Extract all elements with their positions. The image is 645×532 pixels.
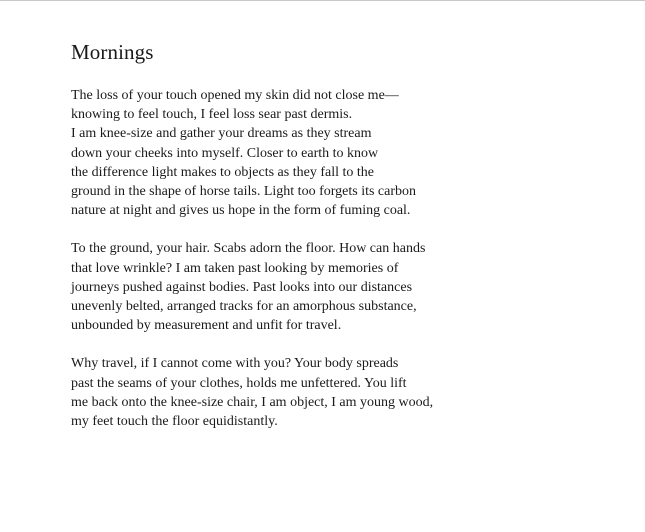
poem-line: The loss of your touch opened my skin did not close me— bbox=[71, 88, 399, 103]
poem-line: To the ground, your hair. Scabs adorn the floor. How can hands bbox=[71, 241, 426, 257]
poem-line: down your cheeks into myself. Closer to earth to know bbox=[71, 145, 379, 161]
stanza-3 bbox=[71, 354, 631, 431]
poem-line: the difference light makes to objects as they fall to the bbox=[71, 164, 374, 180]
poem-line: unevenly belted, arranged tracks for an amorphous substance, bbox=[71, 299, 417, 315]
stanza-1 bbox=[71, 86, 631, 220]
poem-line: nature at night and gives us hope in the form of fuming coal. bbox=[71, 203, 411, 219]
poem-line: journeys pushed against bodies. Past looks into our distances bbox=[71, 279, 413, 295]
stanza-2 bbox=[71, 239, 631, 335]
poem-line: ground in the shape of horse tails. Light too forgets its carbon bbox=[71, 184, 417, 200]
poem-line: me back onto the knee-size chair, I am object, I am young wood, bbox=[71, 394, 434, 410]
poem-line: Why travel, if I cannot come with you? Your body spreads bbox=[71, 356, 399, 372]
poem-line: I am knee-size and gather your dreams as they stream bbox=[71, 126, 372, 142]
poem-page bbox=[71, 38, 631, 450]
poem-line: knowing to feel touch, I feel loss sear past dermis. bbox=[71, 107, 353, 123]
poem-line: my feet touch the floor equidistantly. bbox=[71, 414, 278, 430]
poem-title: Mornings bbox=[71, 40, 154, 64]
top-divider bbox=[0, 0, 645, 1]
poem-line: past the seams of your clothes, holds me unfettered. You lift bbox=[71, 375, 407, 391]
poem-line: unbounded by measurement and unfit for travel. bbox=[71, 318, 342, 334]
poem-line: that love wrinkle? I am taken past looking by memories of bbox=[71, 260, 399, 276]
